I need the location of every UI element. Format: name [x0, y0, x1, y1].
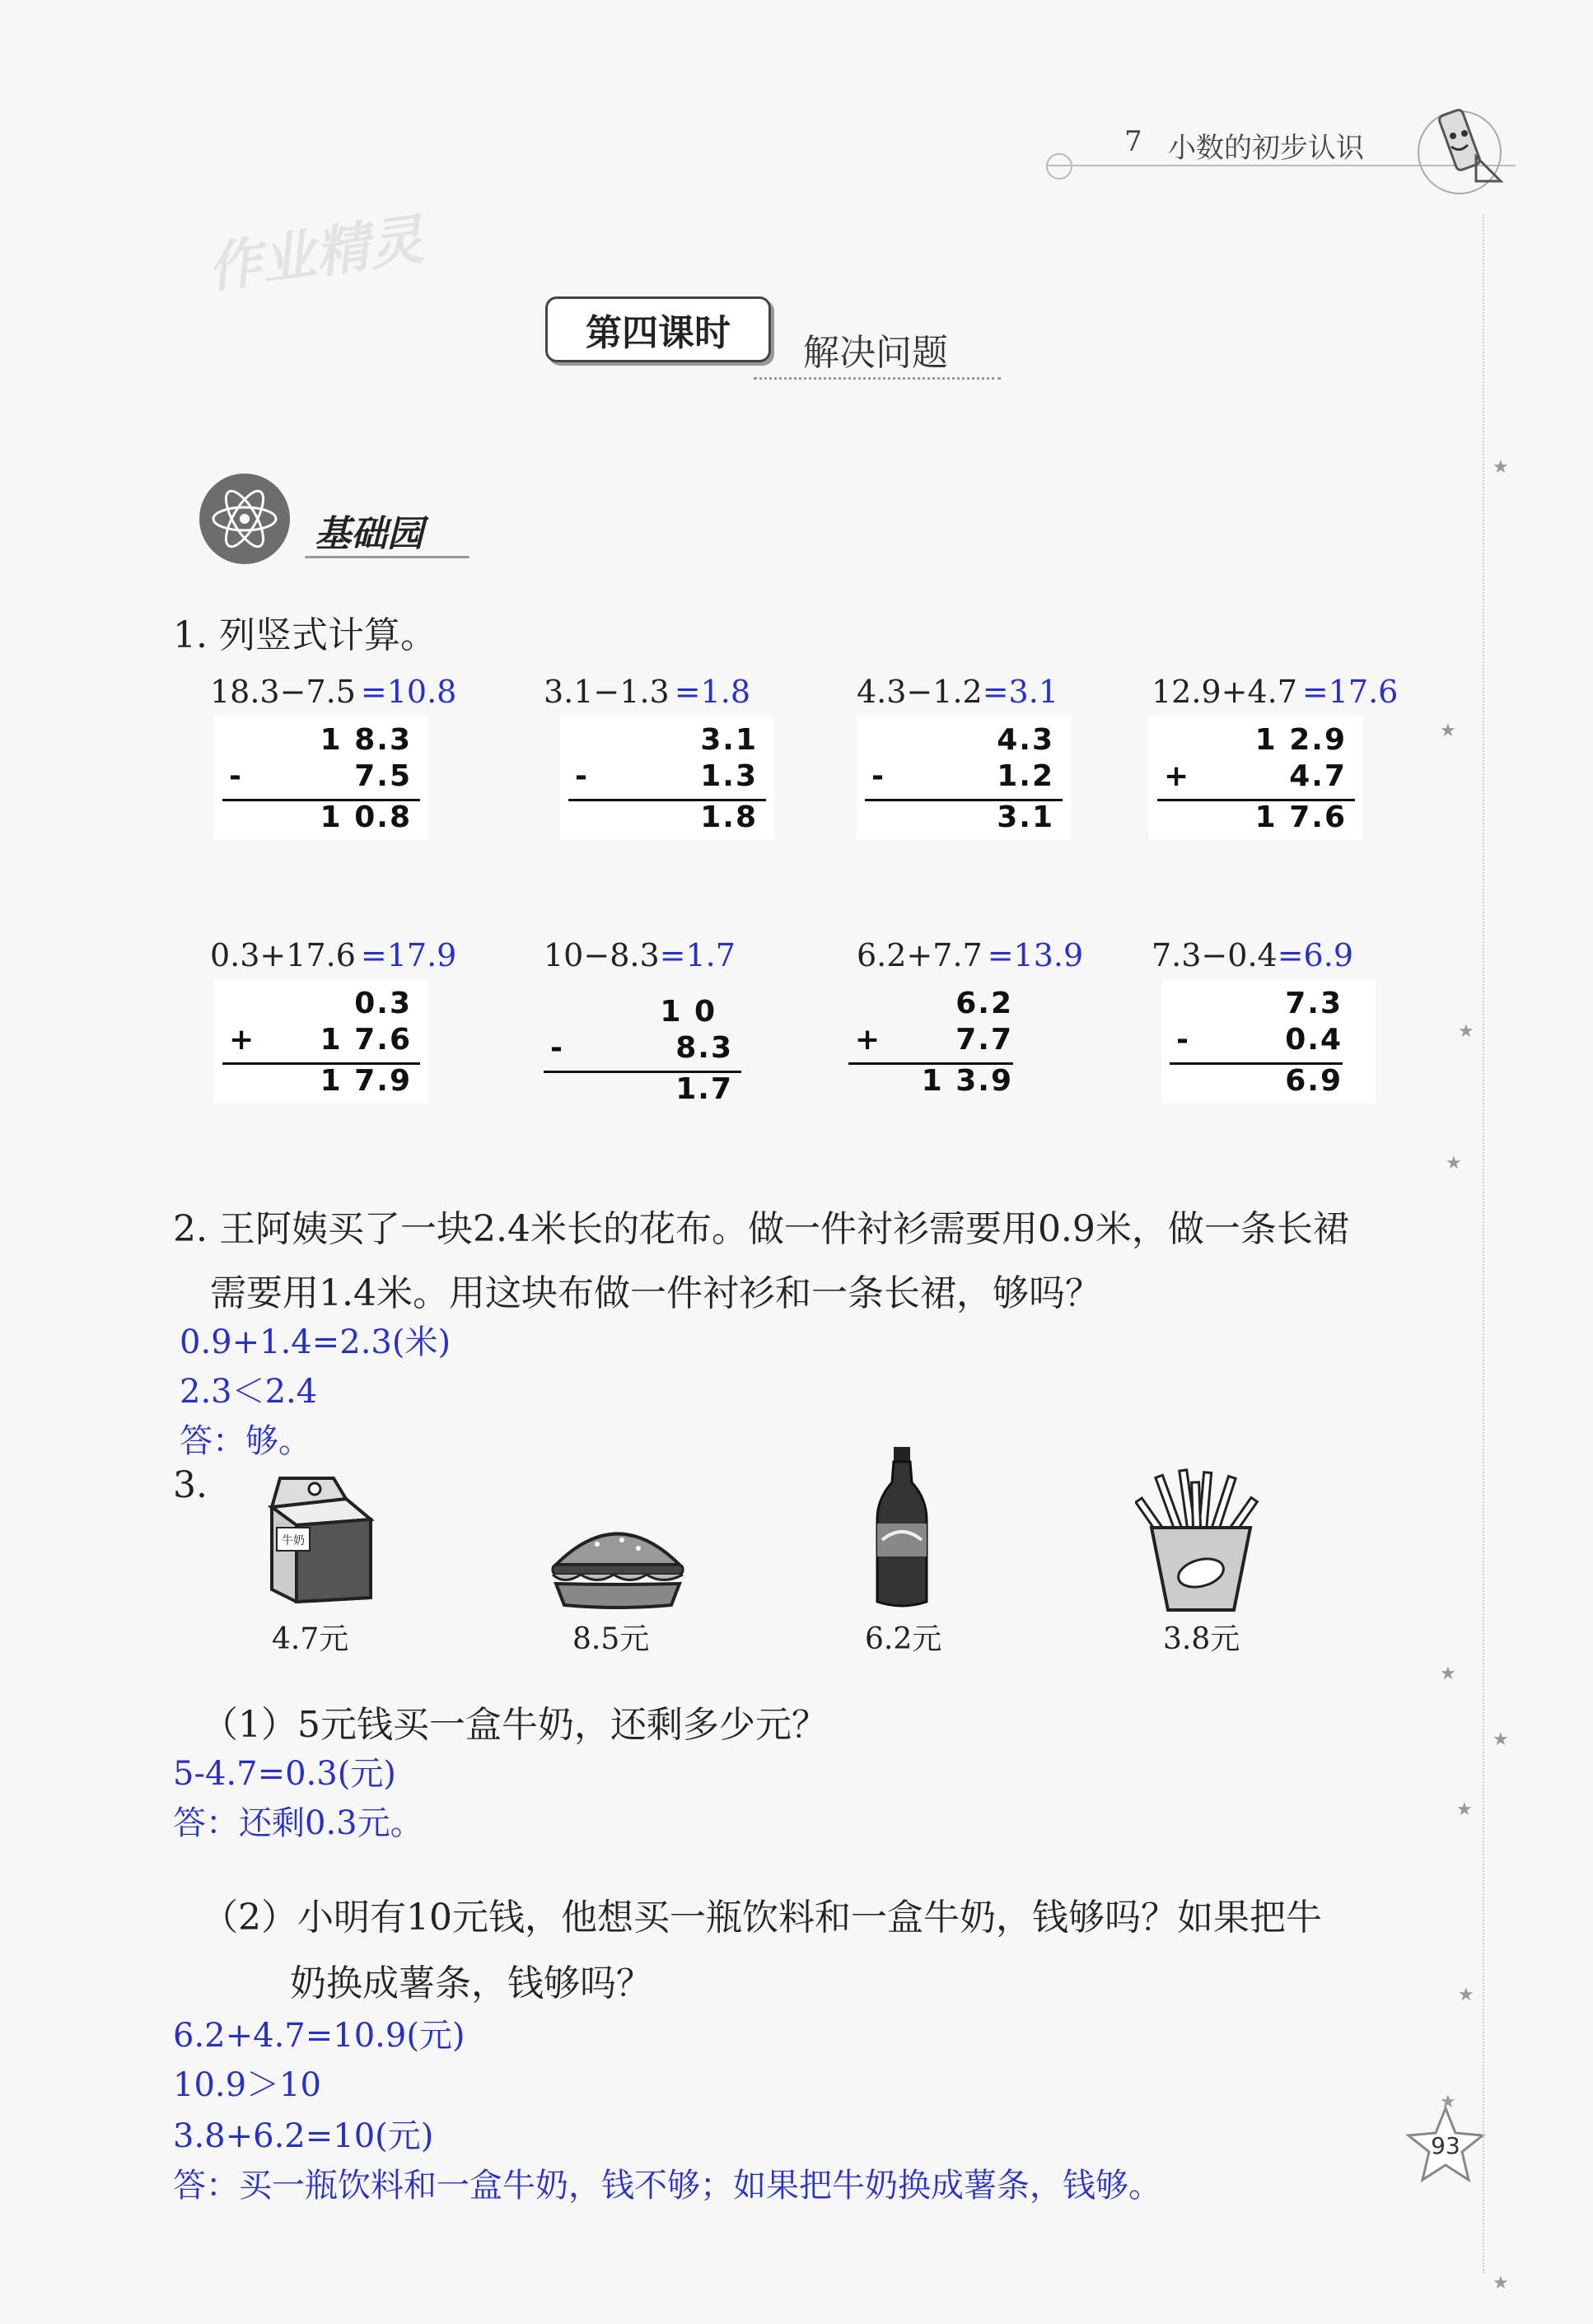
problem-answer: =1.8 [674, 674, 750, 710]
problem-5 [210, 937, 456, 973]
problem-2 [544, 674, 750, 710]
section-underline [305, 556, 469, 558]
q3-sub2-answer-3: 3.8+6.2=10(元) [173, 2117, 434, 2155]
q2-answer-2: 2.3＜2.4 [180, 1373, 318, 1411]
calc-operator: - [229, 759, 241, 793]
star-icon: ★ [1440, 1664, 1456, 1684]
calc-top: 3.1 [700, 723, 758, 757]
problem-expr: 3.1−1.3 [544, 674, 670, 710]
calc-result: 1 3.9 [921, 1064, 1013, 1098]
calc-operator: - [575, 759, 587, 793]
calc-operator: + [855, 1023, 881, 1057]
calc-bottom: 1 7.6 [320, 1023, 412, 1057]
problem-1 [210, 674, 456, 710]
calc-bottom: 4.7 [1289, 759, 1347, 793]
calc-operator: + [229, 1023, 255, 1057]
lesson-badge-text: 第四课时 [586, 312, 731, 354]
star-icon: ★ [1493, 1729, 1509, 1750]
vertical-calc-3 [857, 716, 1071, 840]
calc-result: 1 7.6 [1254, 800, 1347, 834]
price-milk: 4.7元 [272, 1622, 349, 1656]
q3-sub1-question: （1）5元钱买一盒牛奶，还剩多少元？ [202, 1704, 828, 1746]
problem-4 [1152, 674, 1398, 710]
calc-result: 1.8 [700, 800, 758, 834]
problem-8 [1152, 937, 1353, 973]
star-icon: ★ [1458, 1985, 1474, 2005]
pencil-mascot-icon [1410, 91, 1509, 198]
q3-sub2-answer-4: 答：买一瓶饮料和一盒牛奶，钱不够；如果把牛奶换成薯条，钱够。 [173, 2167, 1161, 2205]
problem-expr: 18.3−7.5 [210, 674, 356, 710]
q3-sub1-answer-1: 5-4.7=0.3(元) [173, 1755, 396, 1793]
soda-bottle-icon [869, 1445, 935, 1613]
calc-top: 1 8.3 [320, 723, 412, 757]
calc-top: 1 0 [660, 995, 717, 1029]
hamburger-icon [548, 1519, 688, 1613]
price-fries: 3.8元 [1163, 1622, 1240, 1656]
calc-bottom: 1.2 [997, 759, 1054, 793]
calc-operator: - [550, 1031, 563, 1065]
vertical-calc-1 [214, 716, 428, 840]
problem-7 [857, 937, 1083, 973]
vertical-calc-6 [535, 988, 750, 1112]
problem-expr: 4.3−1.2 [857, 674, 983, 710]
calc-top: 0.3 [354, 987, 412, 1020]
problem-expr: 12.9+4.7 [1152, 674, 1297, 710]
section-heading [173, 445, 486, 568]
calc-result: 3.1 [997, 800, 1054, 834]
vertical-calc-7 [840, 980, 1054, 1104]
problem-answer: =13.9 [987, 937, 1084, 973]
vertical-calc-5 [214, 980, 428, 1104]
price-soda: 6.2元 [865, 1622, 942, 1656]
calc-result: 1 0.8 [320, 800, 412, 834]
calc-bottom: 0.4 [1285, 1023, 1343, 1057]
calc-result: 1.7 [675, 1072, 733, 1106]
problem-answer: =1.7 [659, 937, 736, 973]
fries-icon [1135, 1466, 1267, 1617]
star-icon: ★ [1493, 2273, 1509, 2294]
problem-expr: 7.3−0.4 [1152, 937, 1278, 973]
problem-expr: 6.2+7.7 [857, 937, 983, 973]
q3-sub2-question-line2: 奶换成薯条，钱够吗？ [290, 1962, 652, 2004]
chapter-title: 小数的初步认识 [1168, 132, 1364, 165]
calc-top: 1 2.9 [1254, 723, 1347, 757]
lesson-title: 解决问题 [803, 332, 948, 374]
section-label: 基础园 [315, 513, 423, 555]
calc-result: 6.9 [1285, 1064, 1343, 1098]
calc-top: 6.2 [955, 987, 1013, 1020]
svg-text:牛奶: 牛奶 [282, 1534, 305, 1547]
calc-operator: + [1164, 759, 1189, 793]
calc-operator: - [1176, 1023, 1189, 1057]
vertical-calc-8 [1161, 980, 1376, 1104]
q3-label: 3. [173, 1464, 208, 1506]
q3-sub2-question-line1: （2）小明有10元钱，他想买一瓶饮料和一盒牛奶，钱够吗？如果把牛 [202, 1897, 1322, 1939]
star-icon: ★ [1446, 1153, 1462, 1174]
calc-operator: - [871, 759, 884, 793]
page-number-badge [1404, 2104, 1487, 2186]
q1-prompt: 1. 列竖式计算。 [173, 614, 437, 656]
problem-6 [544, 937, 736, 973]
calc-result: 1 7.9 [320, 1064, 412, 1098]
problem-expr: 10−8.3 [544, 937, 660, 973]
vertical-calc-2 [560, 716, 774, 840]
calc-top: 4.3 [997, 723, 1054, 757]
calc-top: 7.3 [1285, 987, 1343, 1020]
star-icon: ★ [1456, 1799, 1473, 1820]
calc-bottom: 1.3 [700, 759, 758, 793]
chapter-number: 7 [1124, 125, 1142, 158]
star-icon: ★ [1458, 1021, 1474, 1042]
q2-answer-3: 答：够。 [180, 1422, 311, 1460]
problem-answer: =6.9 [1277, 937, 1353, 973]
problem-expr: 0.3+17.6 [210, 937, 356, 973]
problem-answer: =17.6 [1301, 674, 1399, 710]
vertical-calc-4 [1149, 716, 1363, 840]
q2-line1: 2. 王阿姨买了一块2.4米长的花布。做一件衬衫需要用0.9米，做一条长裙 [173, 1208, 1349, 1250]
lesson-title-underline [754, 377, 1001, 380]
q2-line2: 需要用1.4米。用这块布做一件衬衫和一条长裙，够吗？ [210, 1272, 1101, 1314]
price-hamburger: 8.5元 [572, 1622, 650, 1656]
lesson-badge [545, 296, 771, 362]
calc-bottom: 7.7 [955, 1023, 1013, 1057]
q3-sub2-answer-1: 6.2+4.7=10.9(元) [173, 2017, 465, 2055]
header-swirl-icon [1046, 153, 1072, 180]
problem-answer: =3.1 [982, 674, 1058, 710]
atom-icon [199, 474, 290, 564]
watermark: 作业精灵 [203, 207, 427, 301]
margin-dotted-line [1483, 214, 1484, 2273]
q3-sub2-answer-2: 10.9＞10 [173, 2066, 321, 2104]
problem-answer: =10.8 [360, 674, 457, 710]
calc-bottom: 8.3 [675, 1031, 733, 1065]
page-number: 93 [1431, 2132, 1460, 2159]
calc-bottom: 7.5 [354, 759, 412, 793]
milk-carton-icon [255, 1474, 387, 1609]
q3-sub1-answer-2: 答：还剩0.3元。 [173, 1804, 423, 1842]
star-icon: ★ [1493, 457, 1509, 478]
q2-answer-1: 0.9+1.4=2.3(米) [180, 1323, 451, 1361]
problem-3 [857, 674, 1058, 710]
problem-answer: =17.9 [360, 937, 457, 973]
star-icon: ★ [1440, 721, 1456, 741]
star-icon: ★ [1440, 2092, 1456, 2112]
